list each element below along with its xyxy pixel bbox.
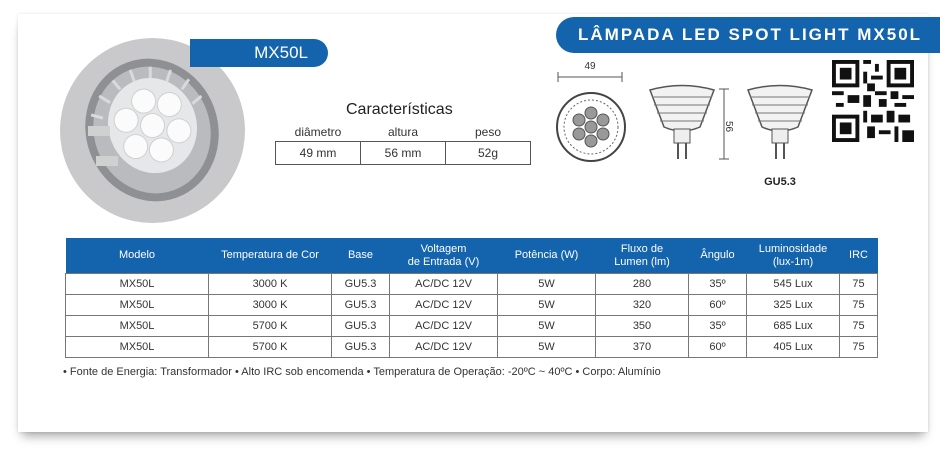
table-cell: 35º: [689, 274, 747, 295]
product-title: LÂMPADA LED SPOT LIGHT MX50L: [578, 25, 923, 44]
table-cell: 35º: [689, 316, 747, 337]
table-row: [66, 337, 878, 358]
table-cell: MX50L: [66, 316, 209, 337]
specs-header-cell: Potência (W): [498, 238, 596, 274]
table-row: [66, 295, 878, 316]
table-cell: 5W: [498, 295, 596, 316]
table-cell: MX50L: [66, 337, 209, 358]
characteristics-value: 49 mm: [276, 142, 361, 165]
table-cell: GU5.3: [332, 274, 390, 295]
table-cell: 5700 K: [209, 337, 332, 358]
table-cell: 5700 K: [209, 316, 332, 337]
specs-header-cell: IRC: [840, 238, 878, 274]
table-cell: 5W: [498, 337, 596, 358]
table-cell: 5W: [498, 274, 596, 295]
table-cell: 405 Lux: [747, 337, 840, 358]
table-cell: 75: [840, 337, 878, 358]
specs-table: [65, 238, 878, 358]
table-cell: 280: [596, 274, 689, 295]
table-cell: 60º: [689, 295, 747, 316]
table-cell: MX50L: [66, 295, 209, 316]
table-cell: 325 Lux: [747, 295, 840, 316]
specs-header-cell: Base: [332, 238, 390, 274]
table-cell: AC/DC 12V: [390, 295, 498, 316]
width-dimension-label: 49: [584, 61, 596, 72]
table-cell: MX50L: [66, 274, 209, 295]
specs-header-cell: Fluxo de Lumen (lm): [596, 238, 689, 274]
table-cell: GU5.3: [332, 316, 390, 337]
specs-header-cell: Ângulo: [689, 238, 747, 274]
specs-header-cell: Modelo: [66, 238, 209, 274]
characteristics-header: altura: [387, 125, 419, 139]
table-cell: 370: [596, 337, 689, 358]
table-cell: 5W: [498, 316, 596, 337]
model-banner: [190, 39, 328, 67]
model-name: MX50L: [254, 43, 308, 62]
product-title-banner: [556, 17, 940, 53]
table-cell: 545 Lux: [747, 274, 840, 295]
characteristics-value: 52g: [446, 142, 531, 165]
table-cell: 75: [840, 274, 878, 295]
table-cell: AC/DC 12V: [390, 316, 498, 337]
table-cell: 75: [840, 295, 878, 316]
characteristics-value: 56 mm: [361, 142, 446, 165]
specs-header-cell: Voltagem de Entrada (V): [390, 238, 498, 274]
specs-header-row: [66, 238, 878, 274]
characteristics-title: Características: [346, 101, 453, 118]
table-cell: AC/DC 12V: [390, 274, 498, 295]
specs-header-cell: Luminosidade (lux-1m): [747, 238, 840, 274]
table-cell: 350: [596, 316, 689, 337]
technical-drawings: [550, 55, 820, 195]
table-cell: 60º: [689, 337, 747, 358]
characteristics-table: [275, 123, 531, 165]
characteristics-header: peso: [474, 125, 502, 139]
table-cell: GU5.3: [332, 295, 390, 316]
qr-code: [832, 60, 914, 142]
table-cell: 685 Lux: [747, 316, 840, 337]
table-row: [66, 316, 878, 337]
height-dimension-label: 56: [723, 121, 734, 133]
table-cell: 3000 K: [209, 295, 332, 316]
table-row: [66, 274, 878, 295]
table-cell: 75: [840, 316, 878, 337]
characteristics-header: diâmetro: [294, 125, 342, 139]
base-type-label: GU5.3: [764, 176, 796, 188]
table-cell: AC/DC 12V: [390, 337, 498, 358]
specs-header-cell: Temperatura de Cor: [209, 238, 332, 274]
table-cell: GU5.3: [332, 337, 390, 358]
table-cell: 320: [596, 295, 689, 316]
table-cell: 3000 K: [209, 274, 332, 295]
spec-footnote: • Fonte de Energia: Transformador • Alto IRC sob encomenda • Temperatura de Operação: -20ºC ~ 40ºC • Corpo: Alumínio: [63, 366, 661, 378]
